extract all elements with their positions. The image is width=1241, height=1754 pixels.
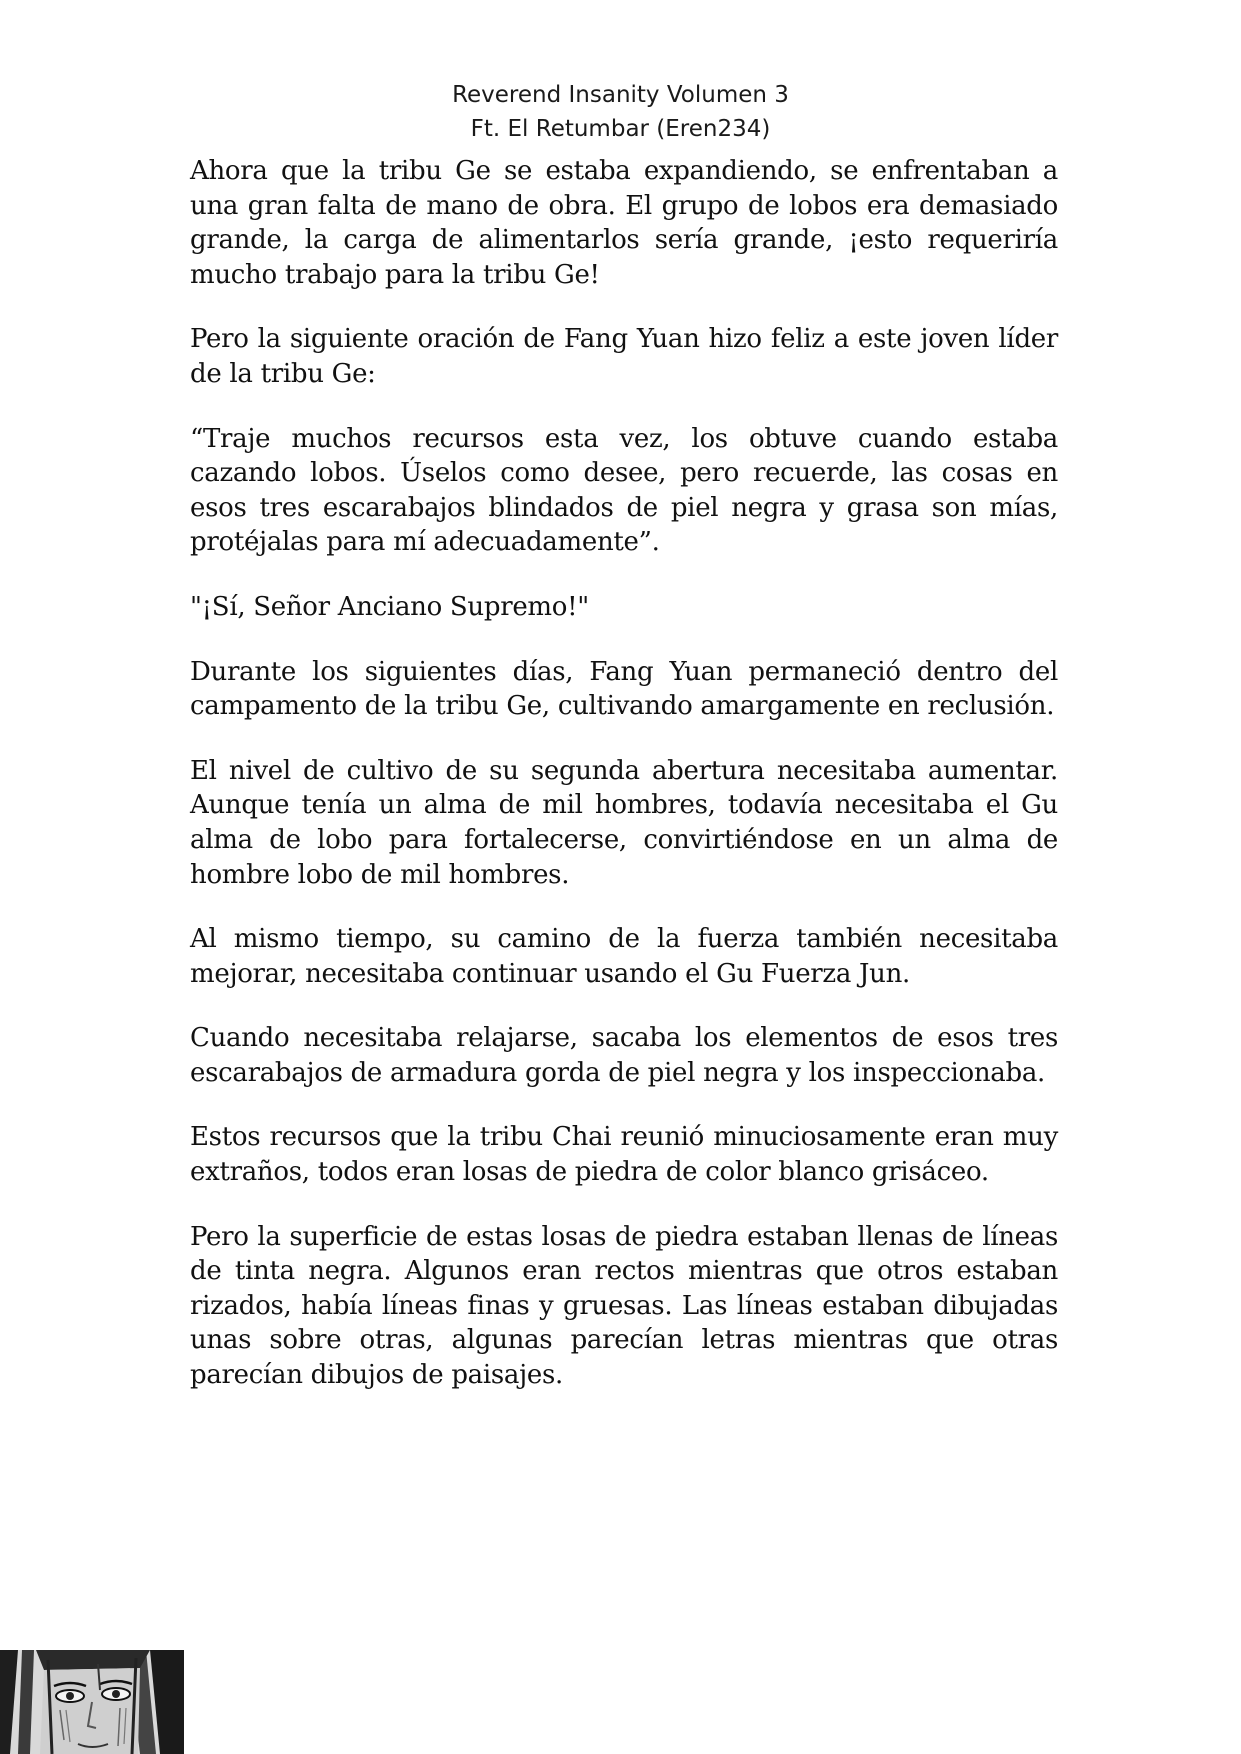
header-title: Reverend Insanity Volumen 3	[452, 82, 789, 108]
paragraph: Al mismo tiempo, su camino de la fuerza también necesitaba mejorar, necesitaba continuar usando el Gu Fuerza Jun.	[190, 924, 1058, 989]
page-header	[0, 78, 1241, 146]
paragraph: El nivel de cultivo de su segunda abertura necesitaba aumentar. Aunque tenía un alma de mil hombres, todavía necesitaba el Gu alma de lobo para fortalecerse, convirtiéndose en un alma de hombre lobo de mil hombres.	[190, 755, 1058, 890]
paragraph: Cuando necesitaba relajarse, sacaba los elementos de esos tres escarabajos de armadura gorda de piel negra y los inspeccionaba.	[190, 1023, 1058, 1088]
body-text	[190, 154, 1058, 1423]
corner-illustration	[0, 1650, 184, 1754]
paragraph: Estos recursos que la tribu Chai reunió minuciosamente eran muy extraños, todos eran losas de piedra de color blanco grisáceo.	[190, 1122, 1058, 1188]
paragraph: Durante los siguientes días, Fang Yuan permaneció dentro del campamento de la tribu Ge, cultivando amargamente en reclusión.	[190, 656, 1058, 722]
paragraph: Pero la superficie de estas losas de piedra estaban llenas de líneas de tinta negra. Algunos eran rectos mientras que otros estaban rizados, había líneas finas y gruesas. Las líneas estaban dibujadas unas sobre otras, algunas parecían letras mientras que otras parecían dibujos de paisajes.	[190, 1221, 1058, 1391]
paragraph: "¡Sí, Señor Anciano Supremo!"	[190, 591, 589, 622]
header-credit: Ft. El Retumbar (Eren234)	[470, 116, 771, 142]
paragraph: Pero la siguiente oración de Fang Yuan hizo feliz a este joven líder de la tribu Ge:	[190, 324, 1058, 389]
paragraph: “Traje muchos recursos esta vez, los obtuve cuando estaba cazando lobos. Úselos como desee, pero recuerde, las cosas en esos tres escarabajos blindados de piel negra y grasa son mías, protéjalas para mí adecuadamente”.	[190, 423, 1058, 558]
paragraph: Ahora que la tribu Ge se estaba expandiendo, se enfrentaban a una gran falta de mano de obra. El grupo de lobos era demasiado grande, la carga de alimentarlos sería grande, ¡esto requeriría mucho trabajo para la tribu Ge!	[190, 156, 1058, 290]
